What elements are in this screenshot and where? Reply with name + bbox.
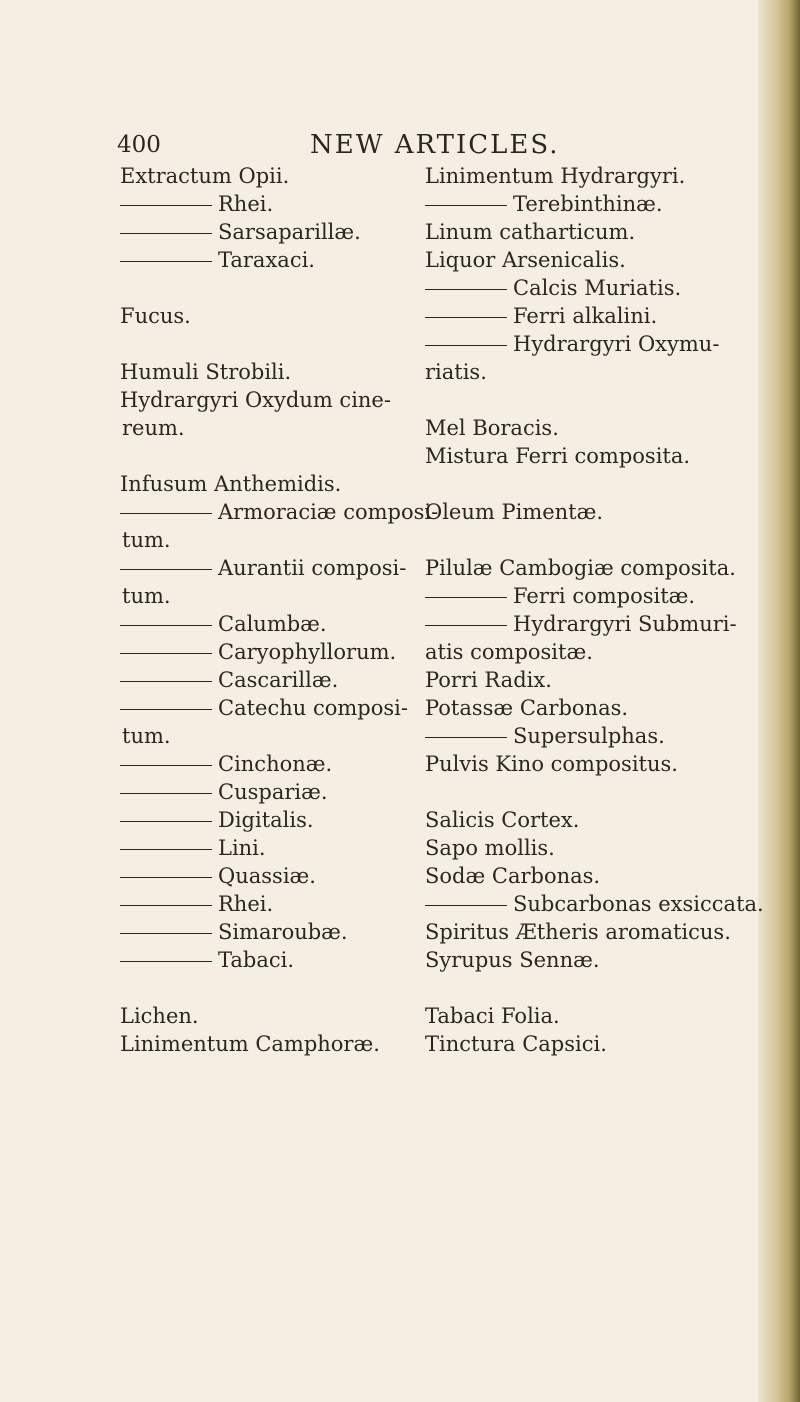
- entry-text: Syrupus Sennæ.: [425, 948, 600, 972]
- entry-text: reum.: [122, 416, 185, 440]
- index-entry: [425, 862, 750, 890]
- entry-text: Hydrargyri Submuri-: [513, 612, 737, 636]
- index-subentry: [120, 918, 402, 946]
- index-subentry: [120, 638, 402, 666]
- entry-text: tum.: [122, 724, 171, 748]
- blank-line: [120, 442, 402, 470]
- blank-line: [120, 330, 402, 358]
- entry-text: Tinctura Capsici.: [425, 1032, 607, 1056]
- entry-text: Humuli Strobili.: [120, 360, 292, 384]
- entry-text: Fucus.: [120, 304, 191, 328]
- entry-text: Calumbæ.: [218, 612, 327, 636]
- entry-text: Ferri alkalini.: [513, 304, 658, 328]
- blank-line: [425, 526, 750, 554]
- blank-line: [425, 778, 750, 806]
- entry-text: Pilulæ Cambogiæ composita.: [425, 556, 736, 580]
- running-title: NEW ARTICLES.: [310, 130, 560, 160]
- entry-text: Tabaci.: [218, 948, 295, 972]
- index-subentry: [425, 330, 750, 358]
- index-subentry: [120, 834, 402, 862]
- entry-text: Calcis Muriatis.: [513, 276, 682, 300]
- entry-text: Hydrargyri Oxydum cine-: [120, 388, 391, 412]
- entry-text: tum.: [122, 528, 171, 552]
- index-subentry: [425, 274, 750, 302]
- ditto-dash: [120, 849, 212, 850]
- entry-text: Linimentum Camphoræ.: [120, 1032, 380, 1056]
- entry-text: atis compositæ.: [425, 640, 593, 664]
- page-number: 400: [117, 132, 161, 158]
- index-subentry: [425, 610, 750, 638]
- entry-text: Extractum Opii.: [120, 164, 290, 188]
- ditto-dash: [120, 765, 212, 766]
- entry-text: Cuspariæ.: [218, 780, 328, 804]
- entry-text: Pulvis Kino compositus.: [425, 752, 678, 776]
- entry-text: Rhei.: [218, 892, 274, 916]
- index-entry: [120, 1002, 402, 1030]
- entry-text: Mistura Ferri composita.: [425, 444, 691, 468]
- ditto-dash: [120, 877, 212, 878]
- ditto-dash: [425, 345, 507, 346]
- index-entry: [425, 498, 750, 526]
- index-subentry: [120, 498, 439, 526]
- entry-text: Sodæ Carbonas.: [425, 864, 601, 888]
- index-entry: [425, 834, 750, 862]
- entry-text: Salicis Cortex.: [425, 808, 580, 832]
- index-entry: [425, 946, 750, 974]
- ditto-dash: [120, 933, 212, 934]
- entry-text: riatis.: [425, 360, 487, 384]
- entry-text: Rhei.: [218, 192, 274, 216]
- right-column: [425, 162, 764, 1058]
- entry-text: Lichen.: [120, 1004, 199, 1028]
- index-subentry: [120, 806, 402, 834]
- entry-text: Mel Boracis.: [425, 416, 559, 440]
- index-subentry: [120, 190, 402, 218]
- index-entry: [425, 918, 750, 946]
- index-entry: [425, 806, 750, 834]
- index-entry: [425, 1002, 750, 1030]
- index-entry: [120, 358, 402, 386]
- index-subentry: [425, 722, 750, 750]
- entry-text: Liquor Arsenicalis.: [425, 248, 626, 272]
- entry-text: Terebinthinæ.: [513, 192, 663, 216]
- index-subentry: [120, 666, 402, 694]
- entry-text: Taraxaci.: [218, 248, 315, 272]
- entry-text: Porri Radix.: [425, 668, 552, 692]
- ditto-dash: [425, 737, 507, 738]
- index-entry: [120, 386, 402, 414]
- ditto-dash: [120, 205, 212, 206]
- index-entry: [425, 694, 750, 722]
- index-entry: [120, 162, 402, 190]
- entry-text: Catechu composi-: [218, 696, 408, 720]
- entry-text: Armoraciæ composi-: [218, 500, 439, 524]
- ditto-dash: [120, 233, 212, 234]
- entry-text: Caryophyllorum.: [218, 640, 397, 664]
- entry-text: Sarsaparillæ.: [218, 220, 361, 244]
- ditto-dash: [120, 905, 212, 906]
- ditto-dash: [425, 317, 507, 318]
- blank-line: [425, 386, 750, 414]
- entry-text: Digitalis.: [218, 808, 314, 832]
- index-subentry: [425, 890, 764, 918]
- blank-line: [425, 470, 750, 498]
- ditto-dash: [120, 569, 212, 570]
- ditto-dash: [120, 709, 212, 710]
- blank-line: [120, 974, 402, 1002]
- ditto-dash: [425, 289, 507, 290]
- entry-text: Subcarbonas exsiccata.: [513, 892, 764, 916]
- index-continuation: [425, 358, 750, 386]
- entry-text: Infusum Anthemidis.: [120, 472, 342, 496]
- index-subentry: [120, 246, 402, 274]
- entry-text: Hydrargyri Oxymu-: [513, 332, 720, 356]
- ditto-dash: [120, 625, 212, 626]
- index-subentry: [120, 218, 402, 246]
- index-subentry: [120, 862, 402, 890]
- entry-text: Spiritus Ætheris aromaticus.: [425, 920, 731, 944]
- index-entry: [425, 666, 750, 694]
- index-continuation: [120, 582, 402, 610]
- ditto-dash: [120, 961, 212, 962]
- ditto-dash: [425, 905, 507, 906]
- index-subentry: [120, 694, 408, 722]
- entry-text: Linum catharticum.: [425, 220, 636, 244]
- ditto-dash: [120, 261, 212, 262]
- ditto-dash: [120, 793, 212, 794]
- index-entry: [425, 414, 750, 442]
- index-entry: [120, 1030, 402, 1058]
- ditto-dash: [425, 625, 507, 626]
- entry-text: Sapo mollis.: [425, 836, 555, 860]
- index-entry: [425, 554, 750, 582]
- ditto-dash: [425, 205, 507, 206]
- entry-text: Quassiæ.: [218, 864, 316, 888]
- index-entry: [425, 1030, 750, 1058]
- blank-line: [425, 974, 750, 1002]
- entry-text: Cinchonæ.: [218, 752, 333, 776]
- index-entry: [425, 750, 750, 778]
- index-subentry: [120, 610, 402, 638]
- entry-text: Linimentum Hydrargyri.: [425, 164, 686, 188]
- index-entry: [120, 302, 402, 330]
- entry-text: Potassæ Carbonas.: [425, 696, 629, 720]
- entry-text: Aurantii composi-: [218, 556, 407, 580]
- ditto-dash: [120, 681, 212, 682]
- index-subentry: [425, 582, 750, 610]
- index-entry: [120, 470, 402, 498]
- ditto-dash: [120, 513, 212, 514]
- index-subentry: [120, 778, 402, 806]
- index-subentry: [120, 554, 407, 582]
- ditto-dash: [425, 597, 507, 598]
- entry-text: Lini.: [218, 836, 266, 860]
- entry-text: Supersulphas.: [513, 724, 665, 748]
- left-column: [120, 162, 439, 1058]
- page-binding-edge: [758, 0, 800, 1402]
- index-continuation: [425, 638, 750, 666]
- entry-text: Ferri compositæ.: [513, 584, 696, 608]
- entry-text: Cascarillæ.: [218, 668, 339, 692]
- entry-text: tum.: [122, 584, 171, 608]
- entry-text: Oleum Pimentæ.: [425, 500, 604, 524]
- blank-line: [120, 274, 402, 302]
- index-entry: [425, 442, 750, 470]
- ditto-dash: [120, 653, 212, 654]
- index-subentry: [120, 890, 402, 918]
- index-continuation: [120, 526, 402, 554]
- index-subentry: [425, 302, 750, 330]
- index-continuation: [120, 722, 402, 750]
- index-continuation: [120, 414, 402, 442]
- index-entry: [425, 246, 750, 274]
- entry-text: Simaroubæ.: [218, 920, 348, 944]
- index-entry: [425, 218, 750, 246]
- ditto-dash: [120, 821, 212, 822]
- index-subentry: [425, 190, 750, 218]
- index-subentry: [120, 750, 402, 778]
- index-entry: [425, 162, 750, 190]
- index-subentry: [120, 946, 402, 974]
- entry-text: Tabaci Folia.: [425, 1004, 560, 1028]
